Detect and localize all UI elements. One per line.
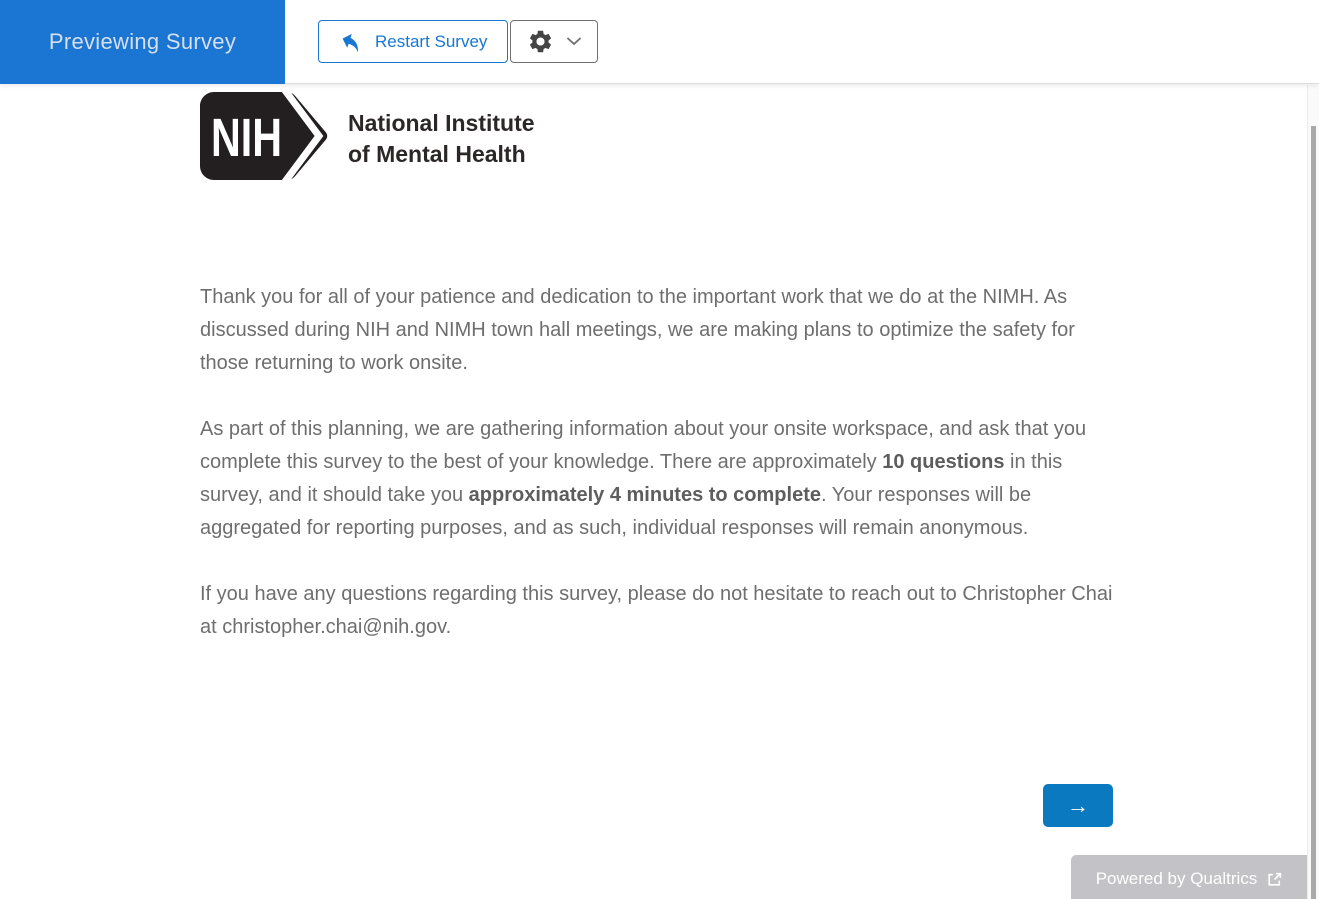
gear-icon [527, 28, 554, 55]
powered-by-label: Powered by Qualtrics [1095, 869, 1258, 888]
welcome-text [200, 281, 1113, 644]
external-link-icon [1266, 871, 1283, 888]
next-button[interactable] [1043, 784, 1113, 827]
p2-bold-minutes: approximately 4 minutes to complete [468, 484, 821, 506]
p2-text-post: . Your responses will be aggregated for reporting purposes, and as such, individual responses will remain anonymous. [200, 484, 1032, 539]
paragraph-thanks: Thank you for all of your patience and dedication to the important work that we do at the NIMH. As discussed during NIH and NIMH town hall meetings, we are making plans to optimize the safety for those returning to work onsite. [200, 286, 1075, 374]
previewing-survey-badge [0, 0, 285, 84]
preview-options-button[interactable] [510, 20, 598, 63]
chevron-down-icon [567, 37, 581, 46]
survey-content [200, 92, 1113, 644]
scrollbar-thumb[interactable] [1311, 126, 1316, 899]
institute-name-line2: of Mental Health [348, 140, 526, 167]
powered-by-qualtrics-link[interactable] [1071, 855, 1308, 899]
restart-survey-button[interactable] [318, 20, 508, 63]
undo-arrow-icon [339, 29, 364, 54]
arrow-right-icon: → [1067, 792, 1089, 818]
vertical-scrollbar[interactable] [1307, 85, 1319, 899]
paragraph-survey-info [200, 413, 1113, 545]
svg-text:NIH: NIH [211, 108, 282, 168]
p2-bold-questions: 10 questions [882, 451, 1005, 473]
institute-name [348, 108, 535, 170]
nimh-logo [200, 92, 1113, 185]
previewing-survey-label: Previewing Survey [48, 29, 237, 54]
nih-logo-mark-icon [200, 92, 328, 185]
institute-name-line1: National Institute [348, 109, 535, 136]
paragraph-contact: If you have any questions regarding this survey, please do not hesitate to reach out to Christopher Chai at christopher.chai@nih.gov. [200, 583, 1113, 638]
p2-text: As part of this planning, we are gathering information about your onsite workspace, and ask that you complete this survey to the best of your knowledge. There are approximately [200, 418, 1087, 473]
p2-text-mid: in this survey, and it should take you [200, 451, 1063, 506]
preview-toolbar [0, 0, 1319, 84]
restart-survey-label: Restart Survey [375, 31, 488, 51]
